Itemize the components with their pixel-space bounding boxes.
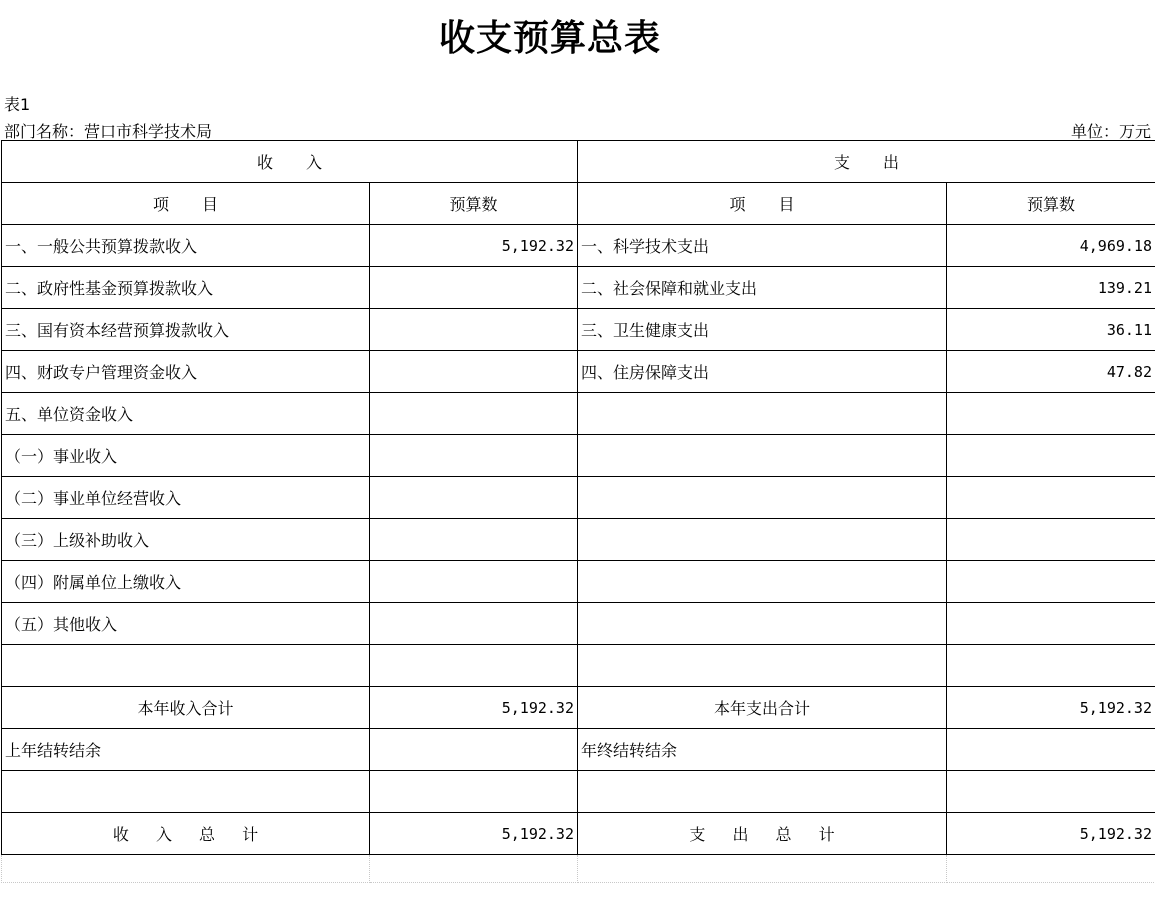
column-header-row: [2, 183, 1155, 225]
expense-item-header: 项 目: [578, 183, 947, 225]
expense-section-header: 支 出: [578, 141, 1155, 183]
income-grand-total-value: 5,192.32: [370, 813, 578, 855]
blank-cell: [370, 771, 578, 813]
income-value-cell: [370, 435, 578, 477]
income-item-cell: （三）上级补助收入: [2, 519, 370, 561]
table-row: [2, 603, 1155, 645]
expense-value-cell: 4,969.18: [947, 225, 1155, 267]
table-row: [2, 477, 1155, 519]
expense-value-cell: [947, 603, 1155, 645]
table-row: [2, 351, 1155, 393]
expense-item-cell: [578, 435, 947, 477]
table-row: [2, 645, 1155, 687]
income-year-total-value: 5,192.32: [370, 687, 578, 729]
expense-year-total-label: 本年支出合计: [578, 687, 947, 729]
blank-cell: [947, 771, 1155, 813]
expense-value-cell: 47.82: [947, 351, 1155, 393]
table-number: 表1: [4, 95, 31, 114]
expense-grand-total-label: 支 出 总 计: [578, 813, 947, 855]
grid-cell: [947, 855, 1155, 883]
income-item-cell: 三、国有资本经营预算拨款收入: [2, 309, 370, 351]
grid-cell: [578, 855, 947, 883]
department-name: 部门名称：营口市科学技术局: [4, 122, 213, 141]
income-value-cell: [370, 267, 578, 309]
table-row: [2, 225, 1155, 267]
year-total-row: [2, 687, 1155, 729]
income-value-cell: [370, 561, 578, 603]
expense-carryover-label: 年终结转结余: [578, 729, 947, 771]
income-value-cell: [370, 603, 578, 645]
expense-item-cell: 一、科学技术支出: [578, 225, 947, 267]
expense-item-cell: 四、住房保障支出: [578, 351, 947, 393]
income-item-cell: [2, 645, 370, 687]
expense-item-cell: [578, 561, 947, 603]
expense-item-cell: [578, 519, 947, 561]
expense-item-cell: [578, 603, 947, 645]
expense-item-cell: [578, 645, 947, 687]
table-row: [2, 519, 1155, 561]
expense-year-total-value: 5,192.32: [947, 687, 1155, 729]
expense-carryover-value: [947, 729, 1155, 771]
budget-table: [1, 140, 1155, 883]
expense-value-cell: [947, 435, 1155, 477]
income-item-cell: （四）附属单位上缴收入: [2, 561, 370, 603]
grand-total-row: [2, 813, 1155, 855]
income-value-cell: [370, 351, 578, 393]
table-row: [2, 393, 1155, 435]
section-header-row: [2, 141, 1155, 183]
income-year-total-label: 本年收入合计: [2, 687, 370, 729]
income-carryover-value: [370, 729, 578, 771]
income-section-header: 收 入: [2, 141, 578, 183]
income-item-header: 项 目: [2, 183, 370, 225]
income-item-cell: （二）事业单位经营收入: [2, 477, 370, 519]
income-item-cell: 二、政府性基金预算拨款收入: [2, 267, 370, 309]
expense-value-cell: 36.11: [947, 309, 1155, 351]
expense-value-cell: [947, 561, 1155, 603]
blank-cell: [2, 771, 370, 813]
income-value-cell: [370, 645, 578, 687]
income-item-cell: 一、一般公共预算拨款收入: [2, 225, 370, 267]
expense-value-cell: [947, 393, 1155, 435]
expense-budget-header: 预算数: [947, 183, 1155, 225]
income-value-cell: [370, 519, 578, 561]
blank-cell: [578, 771, 947, 813]
expense-value-cell: [947, 645, 1155, 687]
income-value-cell: 5,192.32: [370, 225, 578, 267]
spreadsheet-grid-row: [2, 855, 1155, 883]
expense-item-cell: 二、社会保障和就业支出: [578, 267, 947, 309]
income-budget-header: 预算数: [370, 183, 578, 225]
table-row: [2, 435, 1155, 477]
expense-item-cell: [578, 477, 947, 519]
grid-cell: [2, 855, 370, 883]
unit-label: 单位：万元: [1070, 122, 1151, 141]
expense-value-cell: 139.21: [947, 267, 1155, 309]
blank-row: [2, 771, 1155, 813]
income-value-cell: [370, 393, 578, 435]
income-value-cell: [370, 309, 578, 351]
grid-cell: [370, 855, 578, 883]
income-carryover-label: 上年结转结余: [2, 729, 370, 771]
expense-value-cell: [947, 477, 1155, 519]
page-title: 收支预算总表: [438, 17, 661, 59]
income-item-cell: （五）其他收入: [2, 603, 370, 645]
carryover-row: [2, 729, 1155, 771]
table-row: [2, 561, 1155, 603]
income-item-cell: 五、单位资金收入: [2, 393, 370, 435]
income-value-cell: [370, 477, 578, 519]
income-item-cell: （一）事业收入: [2, 435, 370, 477]
expense-grand-total-value: 5,192.32: [947, 813, 1155, 855]
income-item-cell: 四、财政专户管理资金收入: [2, 351, 370, 393]
income-grand-total-label: 收 入 总 计: [2, 813, 370, 855]
expense-value-cell: [947, 519, 1155, 561]
expense-item-cell: 三、卫生健康支出: [578, 309, 947, 351]
expense-item-cell: [578, 393, 947, 435]
table-row: [2, 309, 1155, 351]
table-row: [2, 267, 1155, 309]
